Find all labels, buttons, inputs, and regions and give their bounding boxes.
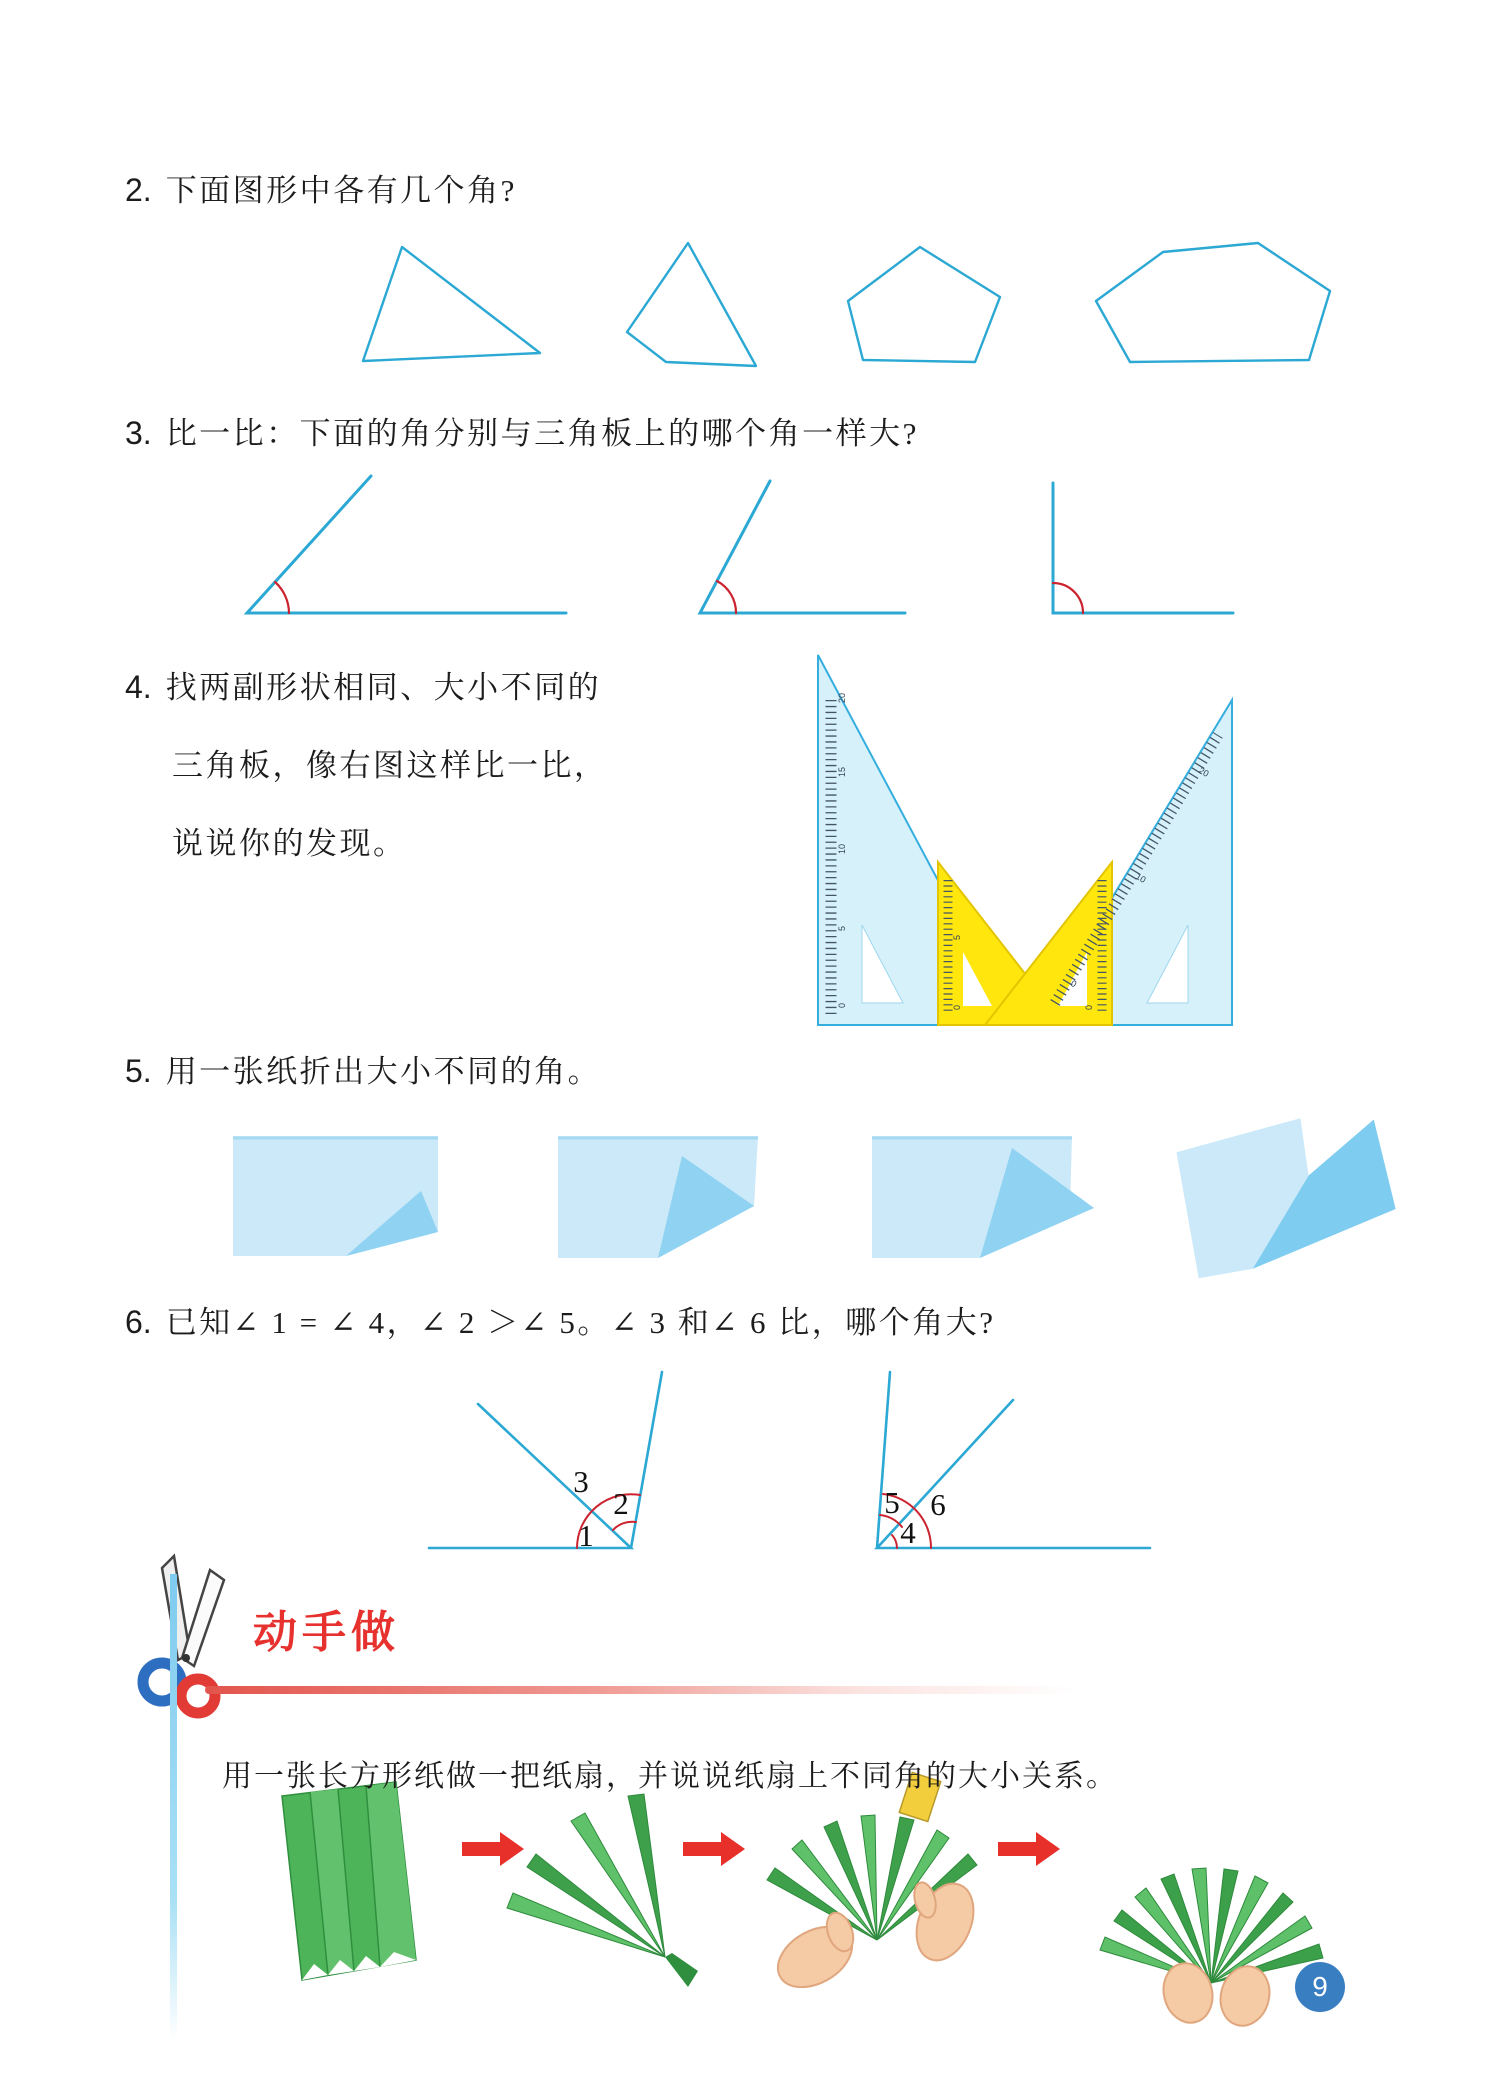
svg-text:15: 15 [837,766,847,777]
question-2-text: 下面图形中各有几个角? [165,173,517,208]
question-4-text-3: 说说你的发现。 [172,826,407,861]
svg-text:5: 5 [952,934,962,940]
question-2 [125,165,517,210]
question-4-line-3 [172,818,407,863]
q3-angles [247,476,1233,613]
svg-text:20: 20 [1196,765,1211,779]
svg-text:5: 5 [837,925,847,931]
question-4-text-1: 找两副形状相同、大小不同的 [165,670,602,705]
angle-label-3: 3 [573,1464,589,1499]
question-4-text-2: 三角板，像右图这样比一比， [172,748,608,783]
quadrilateral-shape [627,243,756,366]
fan-step-3 [767,1772,984,1999]
svg-text:10: 10 [1133,871,1148,885]
angle-label-4: 4 [900,1515,916,1550]
section-vertical-line [170,1574,177,2040]
q5-folded-papers [233,1105,1402,1279]
arrow-icon-3 [998,1832,1060,1866]
q3-angle-1 [247,476,566,613]
folded-paper-3 [872,1136,1094,1258]
svg-text:10: 10 [837,843,847,854]
q6-figure-left [429,1372,662,1548]
pentagon-shape [848,247,1000,362]
angle-label-2: 2 [613,1486,629,1521]
svg-text:0: 0 [837,1002,847,1008]
question-5 [125,1046,601,1091]
fan-step-4 [1100,1868,1323,2031]
q2-shapes [363,243,1330,366]
activity-text: 用一张长方形纸做一把纸扇，并说说纸扇上不同角的大小关系。 [222,1760,1118,1793]
q3-angle-2 [700,481,905,613]
page-number: 9 [1312,1971,1328,2002]
activity-title: 动手做 [253,1608,400,1657]
arrow-icon-2 [683,1832,745,1866]
angle-label-1: 1 [578,1518,594,1553]
q6-figure-right [877,1372,1150,1548]
question-3-number: 3. [125,415,152,451]
angle-label-5: 5 [884,1485,900,1520]
triangle-shape [363,247,540,361]
hexagon-shape [1096,243,1330,362]
question-5-text: 用一张纸折出大小不同的角。 [165,1054,602,1089]
question-6-text: 已知∠ 1 = ∠ 4，∠ 2 ＞∠ 5。∠ 3 和∠ 6 比，哪个角大? [165,1305,996,1340]
question-3-text: 比一比：下面的角分别与三角板上的哪个角一样大? [165,416,919,451]
q6-figures [429,1372,1150,1553]
question-5-number: 5. [125,1053,152,1089]
set-square-illustration [818,655,1232,1025]
question-3 [125,408,919,453]
folded-paper-1 [233,1136,438,1256]
page-number-badge [1295,1962,1345,2012]
fan-step-1 [282,1782,416,1980]
question-4-line-1 [125,662,601,707]
svg-text:20: 20 [837,692,847,703]
folded-paper-4 [1174,1105,1401,1279]
section-rule [205,1686,1075,1694]
fan-steps [282,1772,1323,2031]
question-2-number: 2. [125,172,152,208]
question-4-line-2 [172,740,608,785]
svg-text:0: 0 [1084,1004,1094,1010]
angle-label-6: 6 [930,1487,946,1522]
question-6-number: 6. [125,1304,152,1340]
svg-text:0: 0 [1068,978,1079,990]
q6-angle-labels [573,1464,946,1553]
svg-text:0: 0 [952,1004,962,1010]
arrow-icon-1 [462,1832,524,1866]
q3-angle-3 [1053,483,1233,613]
question-4-number: 4. [125,669,152,705]
question-6 [125,1297,996,1342]
small-set-square-right [985,862,1112,1025]
folded-paper-2 [558,1136,758,1258]
fan-step-2 [507,1794,698,1987]
